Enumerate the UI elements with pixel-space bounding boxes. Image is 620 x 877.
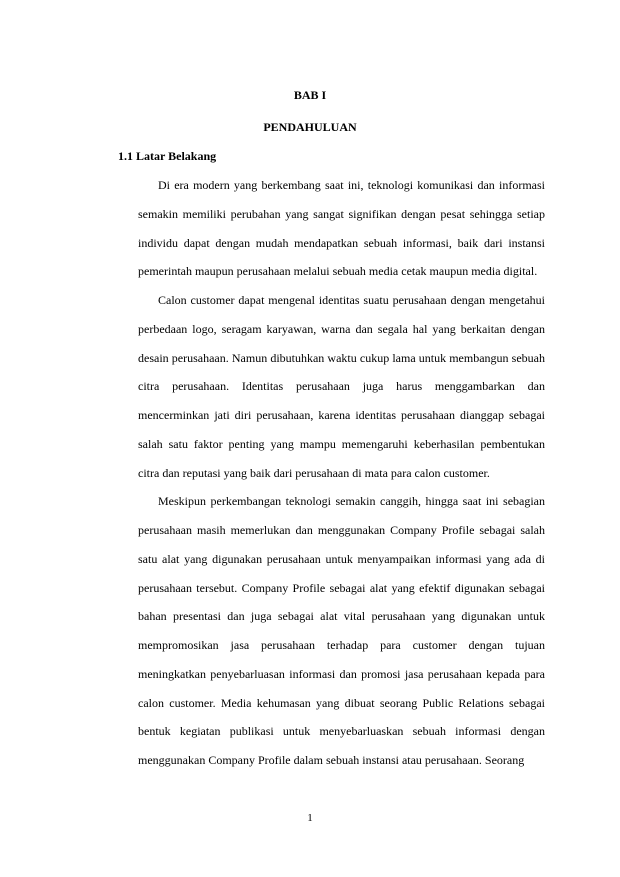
section-heading: 1.1 Latar Belakang [118, 149, 217, 163]
chapter-title: PENDAHULUAN [263, 120, 357, 134]
paragraph-3: Meskipun perkembangan teknologi semakin canggih, hingga saat ini sebagian perusahaan masih memerlukan dan menggunakan Company Profile sebagai salah satu alat yang digunakan perusahaan untuk menyampaikan informasi yang ada di perusahaan tersebut. Company Profile sebagai alat yang efektif digunakan sebagai bahan presentasi dan juga sebagai alat vital perusahaan yang digunakan untuk mempromosikan jasa perusahaan terhadap para customer dengan tujuan meningkatkan penyebarluasan informasi dan promosi jasa perusahaan kepada para calon customer. Media kehumasan yang dibuat seorang Public Relations sebagai bentuk kegiatan publikasi untuk menyebarluaskan sebuah informasi dengan menggunakan Company Profile dalam sebuah instansi atau perusahaan. Seorang [138, 494, 545, 767]
body-text [138, 171, 545, 775]
paragraph-2: Calon customer dapat mengenal identitas suatu perusahaan dengan mengetahui perbedaan logo, seragam karyawan, warna dan segala hal yang berkaitan dengan desain perusahaan. Namun dibutuhkan waktu cukup lama untuk membangun sebuah citra perusahaan. Identitas perusahaan juga harus menggambarkan dan mencerminkan jati diri perusahaan, karena identitas perusahaan dianggap sebagai salah satu faktor penting yang mampu memengaruhi keberhasilan pembentukan citra dan reputasi yang baik dari perusahaan di mata para calon customer. [138, 293, 545, 480]
paragraph-1: Di era modern yang berkembang saat ini, teknologi komunikasi dan informasi semakin memiliki perubahan yang sangat signifikan dengan pesat sehingga setiap individu dapat dengan mudah mendapatkan sebuah informasi, baik dari instansi pemerintah maupun perusahaan melalui sebuah media cetak maupun media digital. [138, 178, 545, 279]
chapter-label: BAB I [293, 88, 327, 102]
page-number: 1 [307, 812, 313, 824]
